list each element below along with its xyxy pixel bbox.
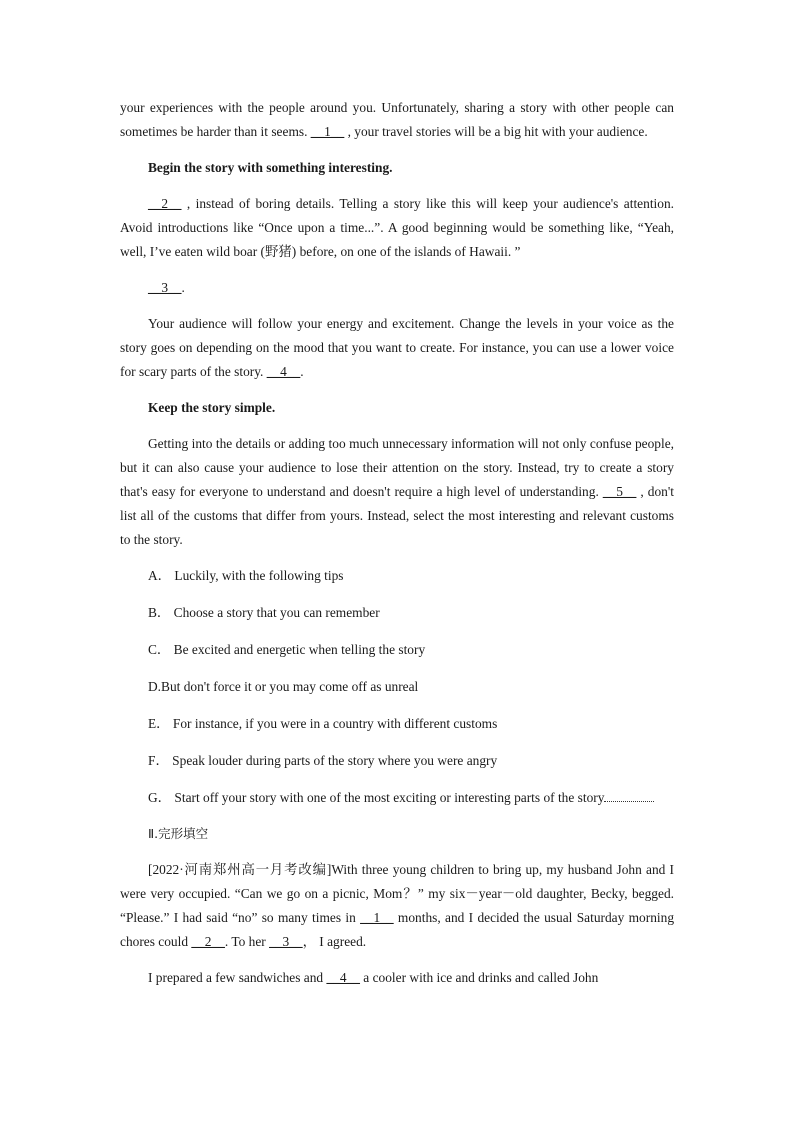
cloze-blank-3: __3__ bbox=[269, 934, 303, 949]
option-e: E． For instance, if you were in a country with different customs bbox=[148, 716, 498, 731]
reading-paragraph-4 bbox=[120, 312, 674, 384]
reading-paragraph-3 bbox=[120, 276, 674, 300]
cloze-paragraph-1 bbox=[120, 858, 674, 954]
heading-begin-story: Begin the story with something interesting. bbox=[148, 160, 393, 175]
option-d: D.But don't force it or you may come off as unreal bbox=[148, 679, 419, 694]
text-run: your experiences with the people around you. Unfortunately, sharing a story with other people can sometimes be harder than it seems. bbox=[120, 100, 674, 139]
text-run: , don't list all of the customs that differ from yours. Instead, select the most interesting and relevant customs to the story. bbox=[120, 484, 674, 547]
text-run: months, and I decided the usual Saturday morning chores could bbox=[120, 910, 675, 949]
dotted-leader bbox=[604, 789, 654, 802]
cloze-blank-1: __1__ bbox=[360, 910, 394, 925]
text-run: Getting into the details or adding too much unnecessary information will not only confuse people, but it can also cause your audience to lose their attention on the story. Instead, try to create a story that's easy for everyone to understand and doesn't require a high level of understanding. bbox=[120, 436, 674, 499]
reading-intro-paragraph bbox=[120, 96, 674, 144]
cloze-paragraph-2 bbox=[120, 966, 674, 990]
blank-3: __3__ bbox=[148, 280, 182, 295]
cloze-blank-2: __2__ bbox=[191, 934, 225, 949]
text-run: I prepared a few sandwiches and bbox=[148, 970, 327, 985]
text-run: ， I agreed. bbox=[302, 934, 367, 949]
section-title-cloze: Ⅱ.完形填空 bbox=[148, 826, 209, 841]
text-run: , instead of boring details. Telling a story like this will keep your audience's attention. Avoid introductions like “Once upon a time...”. A good beginning would be something like, “Yeah, well, I’ve eaten wild boar (野猪) before, on one of the islands of Hawaii. ” bbox=[120, 196, 674, 259]
text-run: a cooler with ice and drinks and called John bbox=[359, 970, 599, 985]
cloze-blank-4: __4__ bbox=[326, 970, 360, 985]
options-list bbox=[120, 564, 674, 810]
blank-5: __5__ bbox=[602, 484, 637, 499]
option-a: A． Luckily, with the following tips bbox=[148, 568, 344, 583]
heading-keep-simple: Keep the story simple. bbox=[148, 400, 276, 415]
document-page bbox=[120, 96, 674, 990]
text-run: . To her bbox=[224, 934, 270, 949]
text-run: G． Start off your story with one of the most exciting or interesting parts of the story bbox=[148, 790, 605, 805]
reading-paragraph-2 bbox=[120, 192, 674, 264]
option-g bbox=[120, 786, 674, 810]
option-b: B． Choose a story that you can remember bbox=[148, 605, 380, 620]
reading-paragraph-5 bbox=[120, 432, 674, 552]
option-f: F． Speak louder during parts of the story where you were angry bbox=[148, 753, 498, 768]
text-run: . bbox=[181, 280, 185, 295]
text-run: Your audience will follow your energy and excitement. Change the levels in your voice as the story goes on depending on the mood that you want to create. For instance, you can use a lower voice for scary parts of the story. bbox=[120, 316, 674, 379]
text-run: . bbox=[300, 364, 304, 379]
source-tag: [2022·河南郑州高一月考改编] bbox=[148, 862, 332, 877]
text-run: , your travel stories will be a big hit with your audience. bbox=[344, 124, 648, 139]
blank-2: __2__ bbox=[148, 196, 182, 211]
option-c: C． Be excited and energetic when telling the story bbox=[148, 642, 426, 657]
blank-4: __4__ bbox=[266, 364, 301, 379]
text-run: With three young children to bring up, my husband John and I were very occupied. “Can we go on a picnic, Mom？” my six－year－old daughter, Becky, begged. “Please.” I had said “no” so many times in bbox=[120, 862, 674, 925]
blank-1: __1__ bbox=[310, 124, 345, 139]
